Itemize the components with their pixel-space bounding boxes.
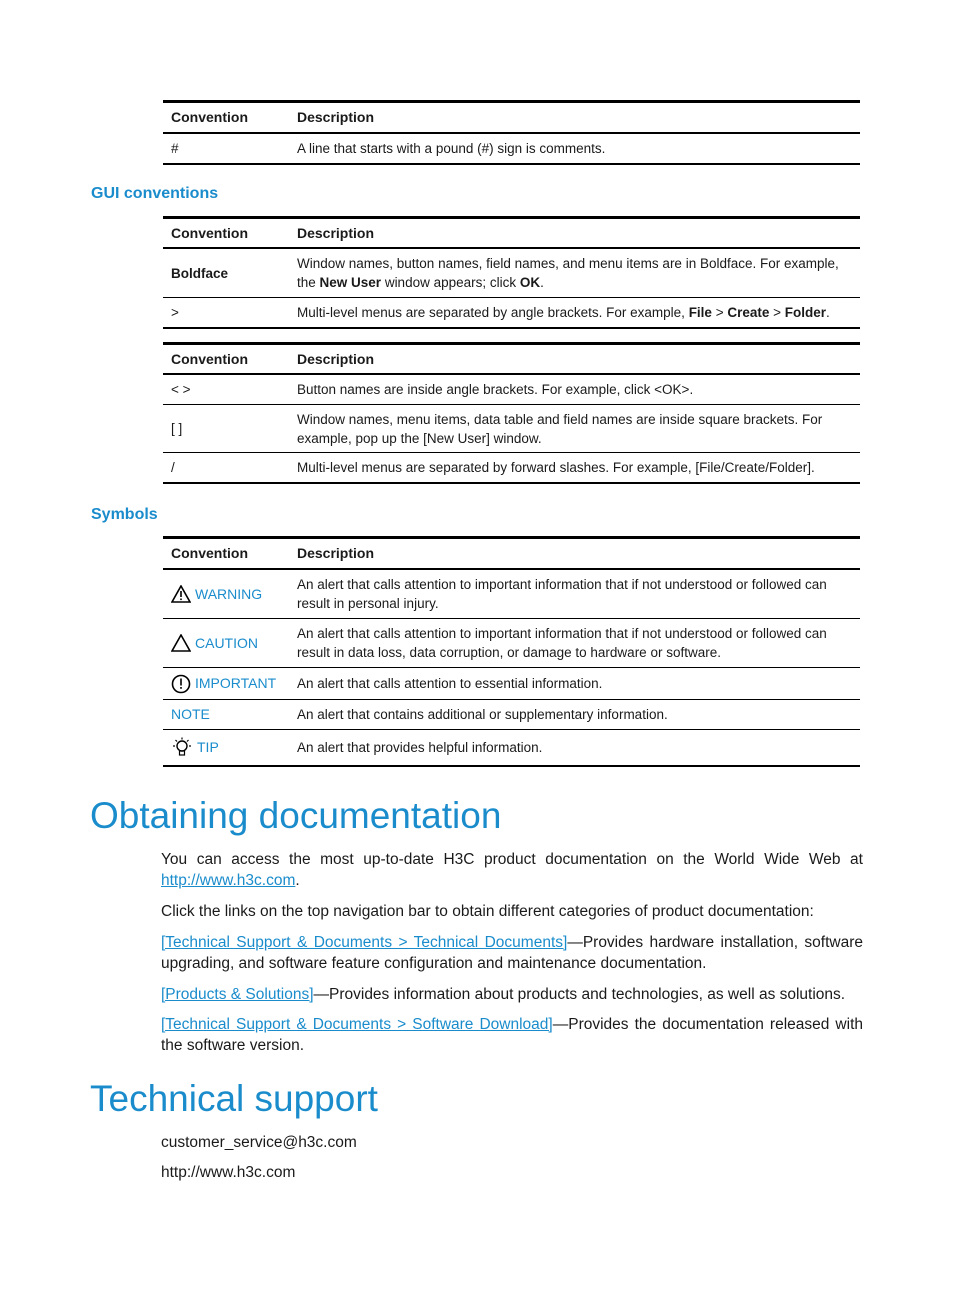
bold-text: OK: [519, 275, 541, 290]
description-cell: An alert that provides helpful information.: [297, 740, 543, 755]
convention-cell: < >: [171, 382, 191, 397]
table-header: [163, 539, 860, 569]
section-title-gui-conventions: GUI conventions: [91, 185, 219, 202]
conventions-table-comments: [163, 100, 860, 165]
table-row: [163, 667, 860, 699]
header-description: Description: [297, 545, 375, 561]
software-download-link[interactable]: [Technical Support & Documents > Software Download]: [161, 1016, 553, 1033]
header-convention: Convention: [171, 109, 248, 125]
convention-cell: [ ]: [171, 421, 183, 436]
table-row: [163, 374, 860, 404]
header-convention: Convention: [171, 545, 248, 561]
table-row: [163, 133, 860, 163]
symbol-label: WARNING: [195, 585, 263, 602]
convention-cell: #: [171, 141, 179, 156]
table-row: [163, 404, 860, 452]
important-icon: [171, 674, 191, 694]
table-header: [163, 345, 860, 374]
section-title-symbols: Symbols: [91, 506, 158, 523]
description-cell: A line that starts with a pound (#) sign is comments.: [297, 141, 606, 156]
description-cell: Multi-level menus are separated by forward slashes. For example, [File/Create/Folder].: [297, 460, 815, 475]
convention-cell: [163, 668, 297, 699]
text: Window names, button names, field names, and menu items are in Boldface. For example, the: [297, 256, 839, 290]
table-row: [163, 452, 860, 482]
table-header: [163, 219, 860, 248]
text: Multi-level menus are separated by angle brackets. For example,: [297, 305, 689, 320]
heading-technical-support: Technical support: [90, 1078, 378, 1119]
text: .: [540, 275, 544, 290]
bold-text: Create: [727, 305, 770, 320]
paragraph-products-solutions: [161, 984, 863, 1005]
text: .: [826, 305, 830, 320]
header-description: Description: [297, 109, 375, 125]
warning-icon: [171, 585, 191, 603]
symbol-label: TIP: [197, 739, 219, 755]
text: >: [769, 305, 785, 320]
symbol-label: CAUTION: [195, 634, 258, 651]
bold-text: File: [688, 305, 712, 320]
heading-obtaining-documentation: Obtaining documentation: [90, 795, 502, 836]
table-header: [163, 103, 860, 133]
bold-text: Folder: [784, 305, 827, 320]
table-row: [163, 297, 860, 327]
table-row: [163, 569, 860, 618]
description-cell: Window names, menu items, data table and field names are inside square brackets. For example, pop up the [New User] window.: [297, 411, 823, 446]
header-convention: Convention: [171, 350, 248, 367]
convention-cell: [163, 570, 297, 618]
text: >: [711, 305, 728, 320]
description-cell: [297, 298, 860, 327]
text: —Provides information about products and technologies, as well as solutions.: [313, 986, 846, 1003]
support-email: customer_service@h3c.com: [161, 1134, 357, 1151]
description-cell: [297, 249, 860, 297]
bold-text: New User: [319, 275, 382, 290]
text: —Provides hardware installation, software upgrading, and software feature configuration and maintenance documentation.: [161, 934, 863, 972]
text: .: [295, 872, 300, 889]
technical-documents-link[interactable]: [Technical Support & Documents > Technical Documents]: [161, 934, 568, 951]
lightbulb-icon: [171, 737, 193, 759]
description-cell: An alert that calls attention to essential information.: [297, 676, 603, 691]
paragraph-website: [161, 849, 863, 891]
table-row: [163, 248, 860, 297]
text: You can access the most up-to-date H3C product documentation on the World Wide Web at: [161, 851, 863, 868]
description-cell: An alert that contains additional or supplementary information.: [297, 707, 668, 722]
description-cell: An alert that calls attention to important information that if not understood or followed can result in data loss, data corruption, or damage to hardware or software.: [297, 626, 827, 660]
convention-cell: /: [171, 460, 175, 475]
paragraph-navigation: Click the links on the top navigation bar to obtain different categories of product documentation:: [161, 903, 814, 920]
gui-conventions-table-1: [163, 216, 860, 329]
convention-cell: Boldface: [171, 265, 229, 281]
text: window appears; click: [381, 275, 520, 290]
symbols-table: [163, 536, 860, 767]
convention-cell: [163, 619, 297, 667]
convention-cell: [163, 700, 297, 729]
caution-icon: [171, 634, 191, 652]
table-row: [163, 618, 860, 667]
header-description: Description: [297, 350, 375, 367]
table-row: [163, 699, 860, 729]
gui-conventions-table-2: [163, 342, 860, 484]
paragraph-technical-documents: [161, 932, 863, 974]
header-description: Description: [297, 224, 375, 241]
symbol-label: NOTE: [171, 706, 210, 722]
h3c-website-link[interactable]: http://www.h3c.com: [161, 872, 296, 889]
convention-cell: >: [171, 305, 179, 320]
description-cell: Button names are inside angle brackets. For example, click <OK>.: [297, 382, 694, 397]
convention-cell: [163, 730, 297, 765]
header-convention: Convention: [171, 224, 248, 241]
description-cell: An alert that calls attention to important information that if not understood or followed can result in personal injury.: [297, 577, 827, 611]
table-row: [163, 729, 860, 765]
support-url: http://www.h3c.com: [161, 1164, 296, 1181]
text: —Provides the documentation released with the software version.: [161, 1016, 864, 1054]
paragraph-software-download: [161, 1014, 863, 1056]
symbol-label: IMPORTANT: [195, 675, 277, 691]
products-solutions-link[interactable]: [Products & Solutions]: [161, 986, 314, 1003]
